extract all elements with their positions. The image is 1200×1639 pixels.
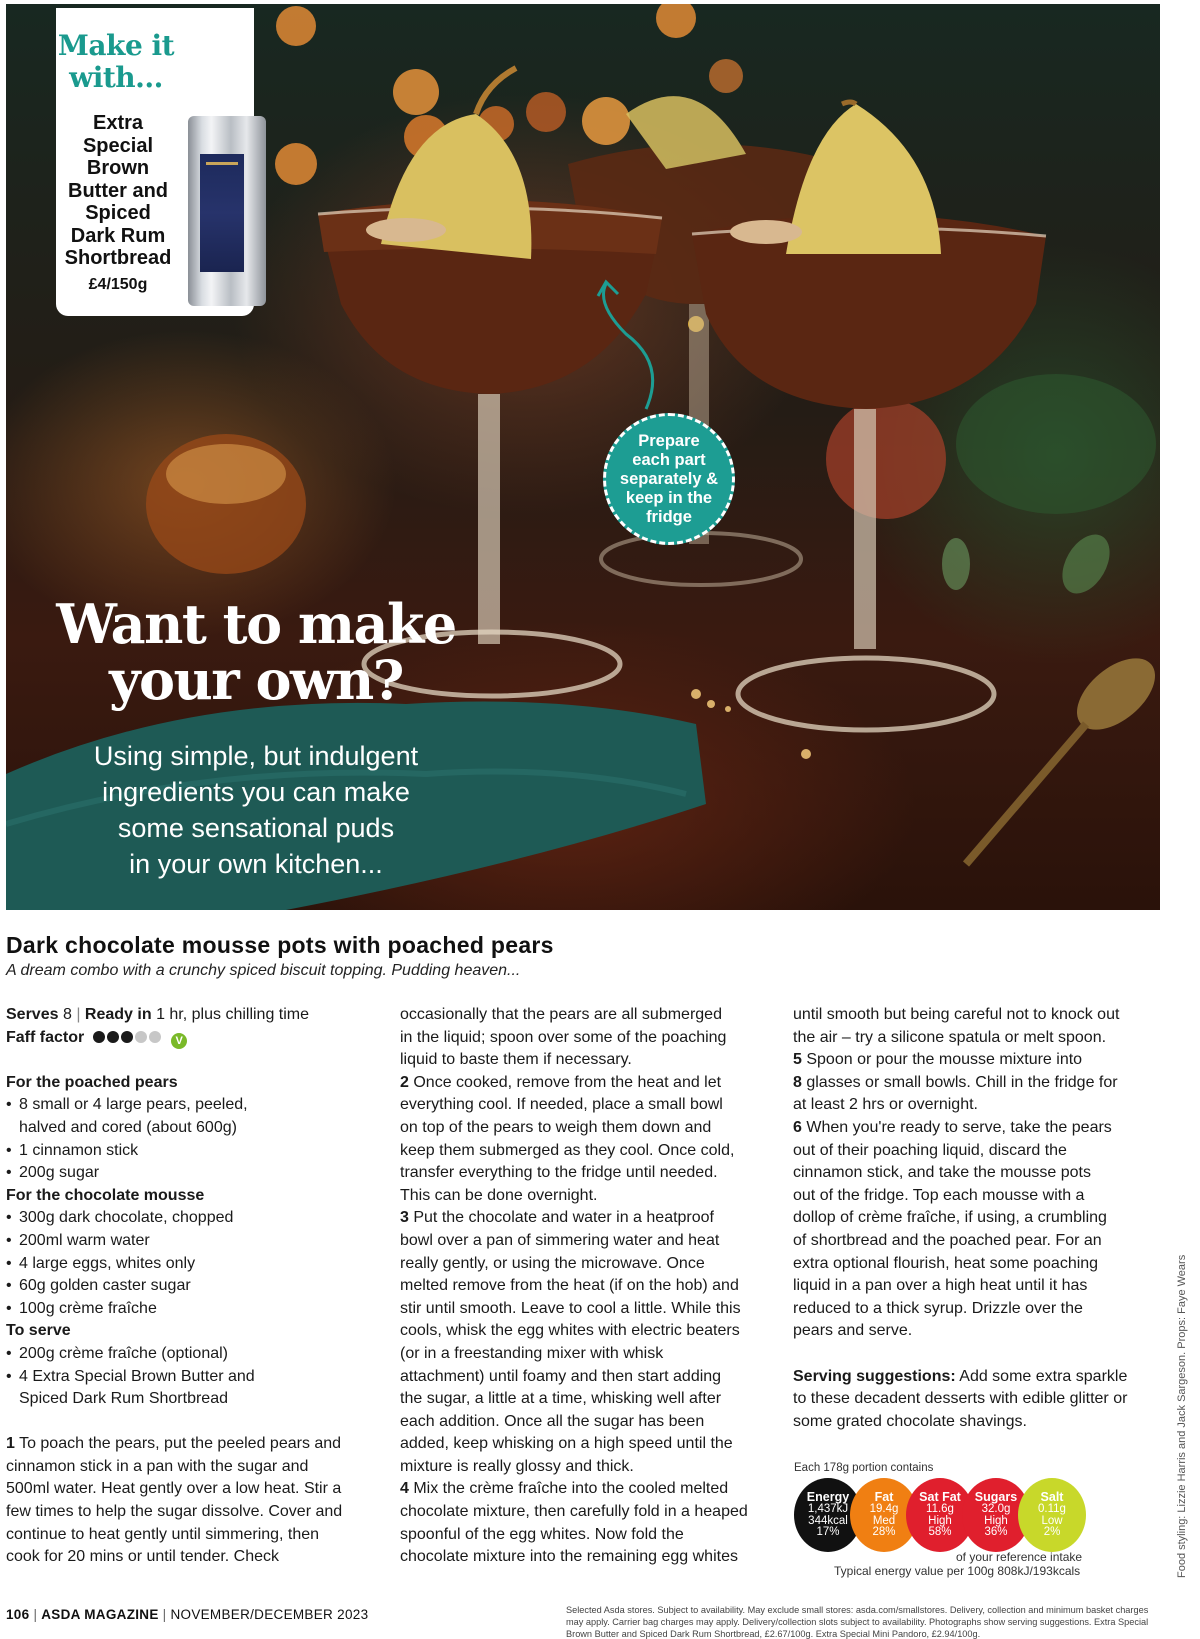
promo-card (56, 8, 254, 316)
faff-dot-empty (135, 1031, 147, 1043)
method-line: 6 When you're ready to serve, take the pears (793, 1118, 1112, 1136)
promo-heading (56, 30, 176, 94)
nutrition-value: 32.0g (981, 1503, 1011, 1516)
serving-suggestions-line: Add some extra sparkle (955, 1367, 1128, 1385)
method-line: 1 To poach the pears, put the peeled pears and (6, 1435, 342, 1453)
method-line: mixture is really glossy and thick. (400, 1457, 634, 1475)
method-line: each addition. Once all the sugar has been (400, 1412, 705, 1430)
headline-line: Want to make (56, 592, 456, 656)
headline-line: your own? (109, 648, 403, 712)
promo-heading-line: with... (69, 61, 163, 94)
method-line: chocolate mixture, then carefully fold in a heaped (400, 1503, 748, 1521)
nutrition-value: 1,437kJ (807, 1503, 849, 1516)
ingredient-item: • 200ml warm water (6, 1230, 374, 1253)
mousse-ingredient-list (6, 1207, 374, 1320)
intro-line: ingredients you can make (102, 777, 410, 807)
nutrition-value: Med (872, 1514, 896, 1527)
typical-energy-note: Typical energy value per 100g 808kJ/193kcals (834, 1564, 1081, 1578)
serves-value: 8 (62, 1006, 72, 1023)
method-line: of shortbread and the poached pear. For an (793, 1231, 1102, 1249)
product-price: £4/150g (88, 276, 148, 293)
page-number: 106 (6, 1607, 30, 1622)
method-line: spoonful of the egg whites. Now fold the (400, 1525, 684, 1543)
faff-dot-filled (121, 1031, 133, 1043)
serves-label: Serves (6, 1006, 59, 1023)
method-line: everything cool. If needed, place a small bowl (400, 1096, 723, 1114)
nutrition-caption: Each 178g portion contains (794, 1462, 934, 1474)
nutrition-value: 36% (984, 1526, 1008, 1539)
serving-suggestions-line: some grated chocolate shavings. (793, 1412, 1027, 1430)
nutrition-value: High (928, 1514, 952, 1527)
callout-line: each part (632, 450, 706, 469)
nutrition-value: Energy (806, 1490, 850, 1505)
ready-label: Ready in (84, 1006, 152, 1023)
nutrition-value: 19.4g (869, 1503, 899, 1516)
method-line: out of the fridge. Top each mousse with a (793, 1186, 1085, 1204)
vegetarian-badge: V (171, 1033, 187, 1049)
recipe-title: Dark chocolate mousse pots with poached pears (6, 932, 554, 958)
method-line: reduced to a thick syrup. Drizzle over the (793, 1299, 1083, 1317)
method-line: transfer everything to the fridge until needed. (400, 1164, 718, 1182)
nutrition-value: Sugars (974, 1490, 1018, 1505)
method-line: 4 Mix the crème fraîche into the cooled melted (400, 1480, 729, 1498)
callout-line: separately & (619, 469, 719, 488)
nutrition-value: 0.11g (1038, 1503, 1066, 1516)
ingredient-item: • 300g dark chocolate, chopped (6, 1207, 374, 1230)
faff-dot-empty (149, 1031, 161, 1043)
serve-ingredient-list (6, 1343, 374, 1411)
tin-label-image (200, 154, 244, 272)
ingredient-item: • 1 cinnamon stick (6, 1140, 374, 1163)
ingredient-item: • 200g crème fraîche (optional) (6, 1343, 374, 1366)
method-line: 2 Once cooked, remove from the heat and let (400, 1073, 722, 1091)
serving-suggestions-line: to these decadent desserts with edible glitter or (793, 1390, 1128, 1408)
callout-line: keep in the (625, 488, 713, 507)
method-line: melted remove from the heat (if on the hob) and (400, 1277, 739, 1295)
method-line: liquid in a pan over a high heat until it has (793, 1277, 1088, 1295)
method-line: cook for 20 mins or until tender. Check (6, 1548, 280, 1566)
magazine-name: ASDA MAGAZINE (41, 1607, 159, 1622)
faff-factor-line (6, 1027, 374, 1050)
small-print: Selected Asda stores. Subject to availability. May exclude small stores: asda.com/smallstores. Delivery, collection and minimum basket charges may apply. Carrier bag charges may apply. Delivery/collection slots subject to availability. Photographs show serving suggestions. Extra Special Brown Butter and Spiced Dark Rum Shortbread, £2.67/100g. Extra Special Mini Pandoro, £2.94/100g. (566, 1605, 1149, 1639)
method-line: This can be done overnight. (400, 1186, 598, 1204)
prepare-callout-badge (603, 413, 735, 545)
method-line: cinnamon stick, and take the mousse pots (793, 1164, 1091, 1182)
recipe-subtitle: A dream combo with a crunchy spiced biscuit topping. Pudding heaven... (6, 962, 521, 979)
recipe-column-3 (793, 1004, 1165, 1433)
product-name-line: Shortbread (64, 247, 172, 269)
ingredient-item: • 4 large eggs, whites only (6, 1253, 374, 1276)
method-line: until smooth but being careful not to knock out (793, 1006, 1120, 1023)
promo-heading-line: Make it (57, 29, 175, 62)
method-line: at least 2 hrs or overnight. (793, 1096, 978, 1114)
ingredient-item: • 100g crème fraîche (6, 1298, 374, 1321)
method-line: occasionally that the pears are all submerged (400, 1006, 722, 1023)
nutrition-value: High (984, 1514, 1008, 1527)
method-line: in the liquid; spoon over some of the poaching (400, 1028, 727, 1046)
recipe-column-2 (400, 1004, 774, 1569)
issue-date: NOVEMBER/DECEMBER 2023 (170, 1607, 369, 1622)
nutrition-value: 28% (872, 1526, 896, 1539)
method-line: out of their poaching liquid, discard the (793, 1141, 1067, 1159)
hero-photo (6, 4, 1160, 910)
product-name-line: Spiced (85, 202, 151, 224)
pears-heading: For the poached pears (6, 1073, 178, 1091)
method-line: (or in a freestanding mixer with whisk (400, 1344, 664, 1362)
product-name (56, 112, 180, 270)
intro-line: Using simple, but indulgent (93, 741, 419, 771)
serving-suggestions-label: Serving suggestions: (793, 1367, 956, 1385)
mousse-heading: For the chocolate mousse (6, 1186, 205, 1204)
callout-line: fridge (646, 507, 692, 526)
method-line: the air – try a silicone spatula or melt spoon. (793, 1028, 1107, 1046)
ingredient-item: • 4 Extra Special Brown Butter and (6, 1366, 374, 1389)
nutrition-value: 2% (1043, 1526, 1061, 1539)
method-line: continue to heat gently until simmering, then (6, 1525, 320, 1543)
nutrition-value: 17% (816, 1526, 840, 1539)
product-name-line: Special (82, 134, 154, 157)
intro-line: some sensational puds (117, 813, 395, 843)
method-line: really gently, or using the microwave. Once (400, 1254, 705, 1272)
ingredient-item: • 60g golden caster sugar (6, 1275, 374, 1298)
nutrition-value: Salt (1040, 1490, 1064, 1505)
serves-ready-line: Serves 8 | Ready in 1 hr, plus chilling time (6, 1006, 310, 1023)
method-line: 8 glasses or small bowls. Chill in the fridge for (793, 1073, 1118, 1091)
product-name-line: Dark Rum (70, 224, 166, 247)
method-line: few times to help the sugar dissolve. Cover and (6, 1503, 343, 1521)
faff-rating (93, 1031, 161, 1043)
faff-label: Faff factor (6, 1028, 85, 1046)
ingredient-item: • 8 small or 4 large pears, peeled, (6, 1094, 374, 1117)
method-steps-5-6 (793, 1004, 1165, 1343)
photo-credit: Food styling: Lizzie Harris and Jack Sargeson. Props: Faye Wears (1176, 1254, 1188, 1578)
nutrition-value: 58% (928, 1526, 952, 1539)
nutrition-traffic-lights (794, 1478, 1094, 1552)
nutrition-salt-badge (1018, 1478, 1086, 1552)
method-line: 5 Spoon or pour the mousse mixture into (793, 1051, 1083, 1069)
method-line: cinnamon stick in a pan with the sugar and (6, 1457, 309, 1475)
method-line: dollop of crème fraîche, if using, a crumbling (793, 1209, 1107, 1227)
method-line: pears and serve. (793, 1322, 913, 1340)
method-line: keep them submerged as they cool. Once cold, (400, 1141, 735, 1159)
ingredient-item-continued: Spiced Dark Rum Shortbread (19, 1390, 228, 1408)
method-line: extra optional flourish, heat some poaching (793, 1254, 1099, 1272)
method-line: added, keep whisking on a high speed until the (400, 1435, 733, 1453)
product-name-line: Butter and (68, 179, 168, 202)
callout-line: Prepare (638, 431, 700, 450)
page-footer: 106 | ASDA MAGAZINE | NOVEMBER/DECEMBER 2023 (6, 1607, 369, 1622)
method-step-1 (6, 1433, 374, 1569)
nutrition-value: 344kcal (808, 1514, 848, 1527)
method-line: 3 Put the chocolate and water in a heatproof (400, 1209, 714, 1227)
method-line: stir until smooth. Leave to cool a little. While this (400, 1299, 741, 1317)
nutrition-value: Low (1041, 1514, 1063, 1527)
method-line: liquid to baste them if necessary. (400, 1051, 632, 1069)
recipe-column-1 (6, 1004, 374, 1569)
product-name-line: Extra (92, 112, 144, 134)
reference-intake-note: of your reference intake (956, 1550, 1083, 1564)
method-line: the sugar, a little at a time, whisking well after (400, 1390, 722, 1408)
method-line: chocolate mixture into the remaining egg whites (400, 1548, 738, 1566)
method-line: 500ml water. Heat gently over a low heat. Stir a (6, 1480, 342, 1498)
pears-ingredient-list (6, 1094, 374, 1184)
product-name-line: Brown (86, 157, 150, 179)
method-line: cools, whisk the egg whites with electric beaters (400, 1322, 740, 1340)
page-headline (36, 592, 476, 712)
serve-heading: To serve (6, 1322, 71, 1340)
ingredient-item: • 200g sugar (6, 1162, 374, 1185)
intro-text (46, 738, 466, 882)
nutrition-value: Sat Fat (919, 1490, 961, 1505)
method-line: on top of the pears to weigh them down and (400, 1118, 712, 1136)
ingredient-item-continued: halved and cored (about 600g) (19, 1118, 237, 1136)
method-line: attachment) until foamy and then start adding (400, 1367, 722, 1385)
method-line: bowl over a pan of simmering water and heat (400, 1231, 720, 1249)
nutrition-value: 11.6g (926, 1503, 954, 1516)
faff-dot-filled (93, 1031, 105, 1043)
faff-dot-filled (107, 1031, 119, 1043)
ready-value: 1 hr, plus chilling time (156, 1006, 310, 1023)
serving-suggestions (793, 1366, 1165, 1389)
nutrition-value: Fat (874, 1490, 894, 1505)
intro-line: in your own kitchen... (129, 849, 383, 879)
